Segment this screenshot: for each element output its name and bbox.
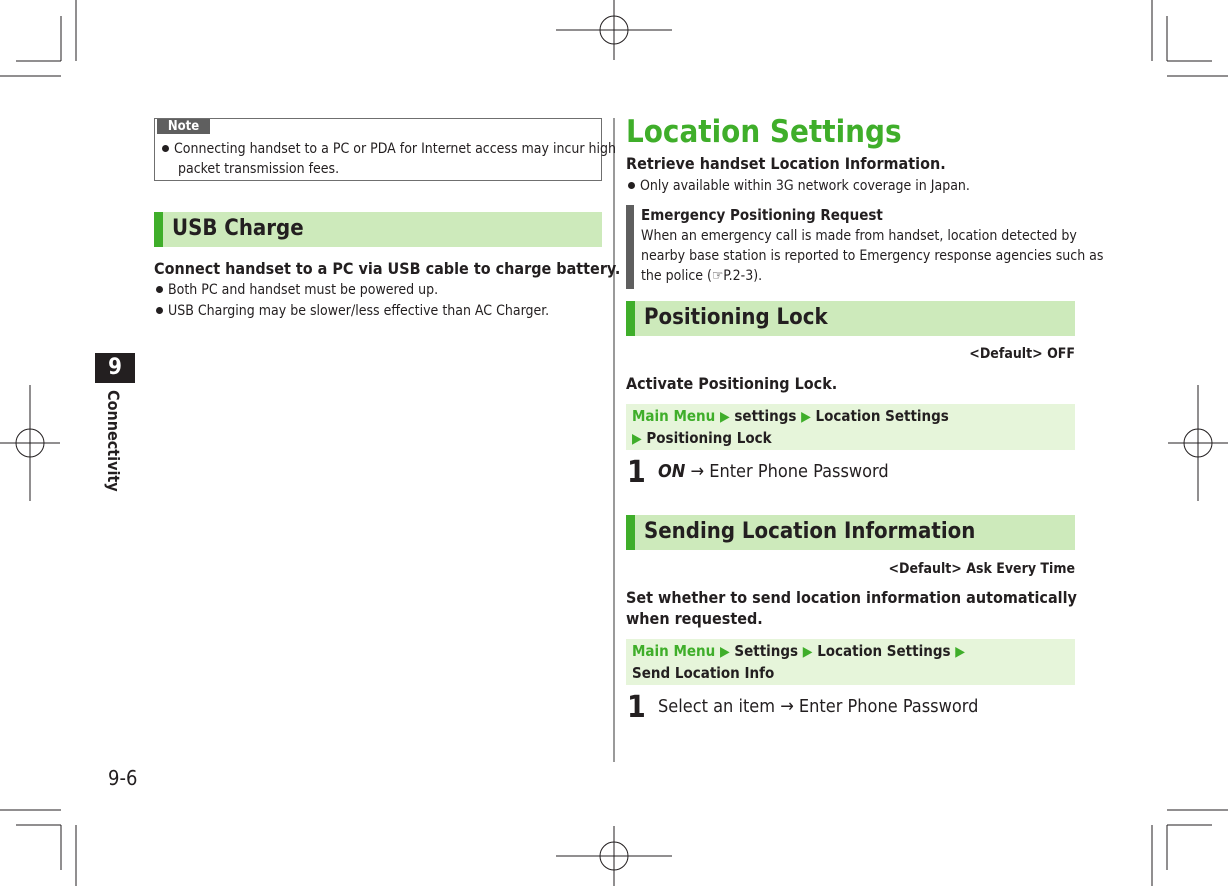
triangle-right-icon: ▶	[802, 644, 813, 660]
note-label: Note	[157, 119, 210, 134]
emergency-bar	[626, 205, 634, 289]
sending-location-intro: Set whether to send location information automatically	[626, 588, 1077, 607]
sending-location-menu-path	[626, 639, 1075, 685]
bullet-icon	[156, 286, 163, 293]
step-number: 1	[627, 455, 646, 490]
menu-item: Send Location Info	[632, 664, 775, 682]
menu-item: Location Settings	[815, 407, 949, 425]
step-number: 1	[627, 690, 646, 725]
sending-location-intro: when requested.	[626, 609, 763, 628]
sending-location-heading: Sending Location Information	[626, 515, 1075, 550]
page-number: 9-6	[108, 766, 138, 790]
note-item-continued: packet transmission fees.	[178, 161, 340, 177]
positioning-lock-intro: Activate Positioning Lock.	[626, 374, 838, 393]
menu-item: settings	[734, 407, 797, 425]
bullet-icon	[162, 145, 169, 152]
emergency-line: nearby base station is reported to Emergency response agencies such as	[641, 248, 1104, 264]
bullet-icon	[628, 182, 635, 189]
positioning-lock-heading: Positioning Lock	[626, 301, 1075, 336]
menu-item: Settings	[734, 642, 799, 660]
note-item: Connecting handset to a PC or PDA for Internet access may incur high	[162, 139, 616, 160]
sending-location-default: <Default> Ask Every Time	[888, 561, 1075, 577]
arrow-right-icon: →	[780, 696, 794, 717]
step-text: ON → Enter Phone Password	[658, 461, 889, 482]
triangle-right-icon: ▶	[801, 409, 811, 425]
emergency-line: When an emergency call is made from handset, location detected by	[641, 228, 1077, 244]
location-settings-intro: Retrieve handset Location Information.	[626, 154, 946, 173]
chapter-label: Connectivity	[104, 390, 123, 492]
triangle-right-icon: ▶	[719, 644, 730, 660]
usb-charge-intro: Connect handset to a PC via USB cable to charge battery.	[154, 259, 621, 278]
emergency-line: the police (☞P.2-3).	[641, 268, 763, 284]
triangle-right-icon: ▶	[955, 644, 965, 660]
positioning-lock-menu-path	[626, 404, 1075, 450]
main-menu-label: Main Menu	[632, 407, 716, 425]
step-text: Select an item → Enter Phone Password	[658, 696, 979, 717]
main-menu-label: Main Menu	[632, 642, 716, 660]
usb-charge-bullet: USB Charging may be slower/less effective than AC Charger.	[156, 301, 549, 322]
triangle-right-icon: ▶	[632, 431, 642, 447]
usb-charge-heading: USB Charge	[154, 212, 602, 247]
menu-item: Location Settings	[817, 642, 951, 660]
arrow-right-icon: →	[690, 461, 705, 482]
location-settings-bullet: Only available within 3G network coverage in Japan.	[628, 176, 970, 197]
positioning-lock-default: <Default> OFF	[969, 346, 1075, 362]
chapter-number-tab: 9	[95, 353, 135, 383]
step-option: ON	[658, 461, 686, 482]
menu-item: Positioning Lock	[646, 429, 772, 447]
triangle-right-icon: ▶	[719, 409, 730, 425]
emergency-title: Emergency Positioning Request	[641, 206, 883, 224]
bullet-icon	[156, 307, 163, 314]
location-settings-title: Location Settings	[626, 114, 902, 150]
usb-charge-bullet: Both PC and handset must be powered up.	[156, 280, 438, 301]
